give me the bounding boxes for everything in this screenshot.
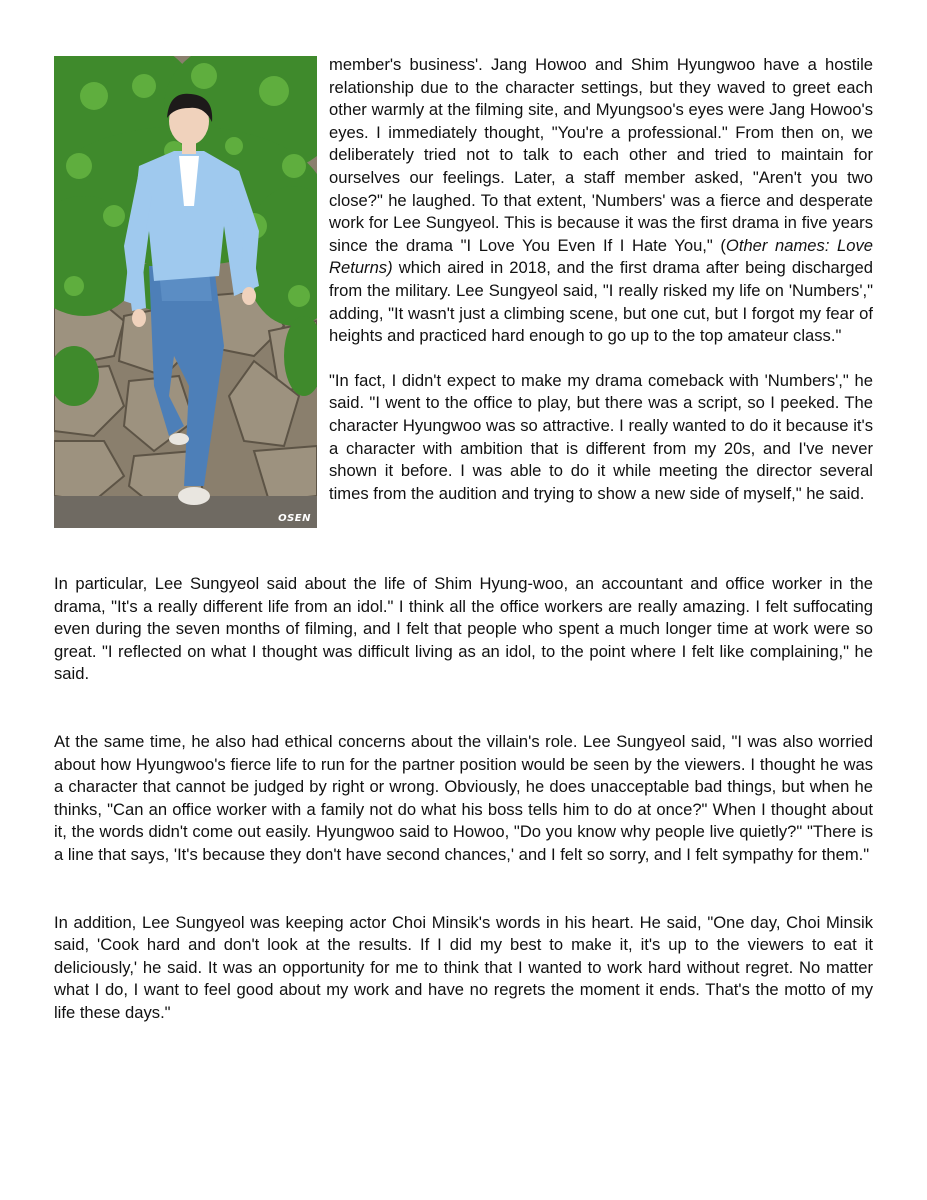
photo-illustration: [54, 56, 317, 528]
paragraph-5: In addition, Lee Sungyeol was keeping actor Choi Minsik's words in his heart. He said, "One day, Choi Minsik said, 'Cook hard and don't look at the results. If I did my best to make it, it's up to the viewers to eat it deliciously,' he said. It was an opportunity for me to think that I wanted to work hard without regret. No matter what I do, I want to feel good about my work and have no regrets the moment it ends. That's the motto of my life these days.": [54, 912, 873, 1022]
paragraph-1-italic: Other names: Love Returns): [329, 235, 873, 278]
paragraph-1-end: which aired in 2018, and the first drama after being discharged from the military. Lee Sungyeol said, "I really risked my life on 'Numbers'," adding, "It wasn't just a climbing scene, but one cut, but I forgot my fear of heights and practiced hard enough to go up to the top amateur class.": [329, 258, 873, 346]
actor-photo: [54, 56, 317, 528]
paragraph-4: At the same time, he also had ethical concerns about the villain's role. Lee Sungyeol said, "I was also worried about how Hyungwoo's fierce life to run for the partner position would be seen by the viewers. I thought he was a character that cannot be judged by right or wrong. Obviously, he does unacceptable bad things, but when he thinks, "Can an office worker with a family not do what his boss tells him to do at once?" When I thought about it, the words didn't come out easily. Hyungwoo said to Howoo, "Do you know why people live quietly?" "There is a line that says, 'It's because they don't have second chances,' and I felt so sorry, and I felt sympathy for them.": [54, 731, 873, 864]
photo-watermark: OSEN: [278, 513, 311, 524]
article-body: [54, 54, 873, 1025]
paragraph-1-text: member's business'. Jang Howoo and Shim Hyungwoo have a hostile relationship due to the character settings, but they waved to greet each other warmly at the filming site, and Myungsoo's eyes were Jang Howoo's eyes. I immediately thought, "You're a professional." From then on, we deliberately tried not to talk to each other and tried to maintain for ourselves our feelings. Later, a staff member asked, "Aren't you two close?" he laughed. To that extent, 'Numbers' was a fierce and desperate work for Lee Sungyeol. This is because it was the first drama in five years since the drama "I Love You Even If I Hate You," (: [329, 55, 873, 255]
paragraph-2: "In fact, I didn't expect to make my drama comeback with 'Numbers'," he said. "I went to the office to play, but there was a script, so I peeked. The character Hyungwoo was so attractive. I really wanted to do it because it's a character with ambition that is different from my 20s, and I've never shown it before. I was able to do it while meeting the director several times from the audition and trying to show a new side of myself," he said.: [329, 370, 873, 503]
paragraph-3: In particular, Lee Sungyeol said about the life of Shim Hyung-woo, an accountant and office worker in the drama, "It's a really different life from an idol." I think all the office workers are really amazing. I felt suffocating even during the seven months of filming, and I felt that people who spent a much longer time at work were so great. "I reflected on what I thought was difficult living as an idol, to the point where I felt like complaining," he said.: [54, 574, 873, 684]
